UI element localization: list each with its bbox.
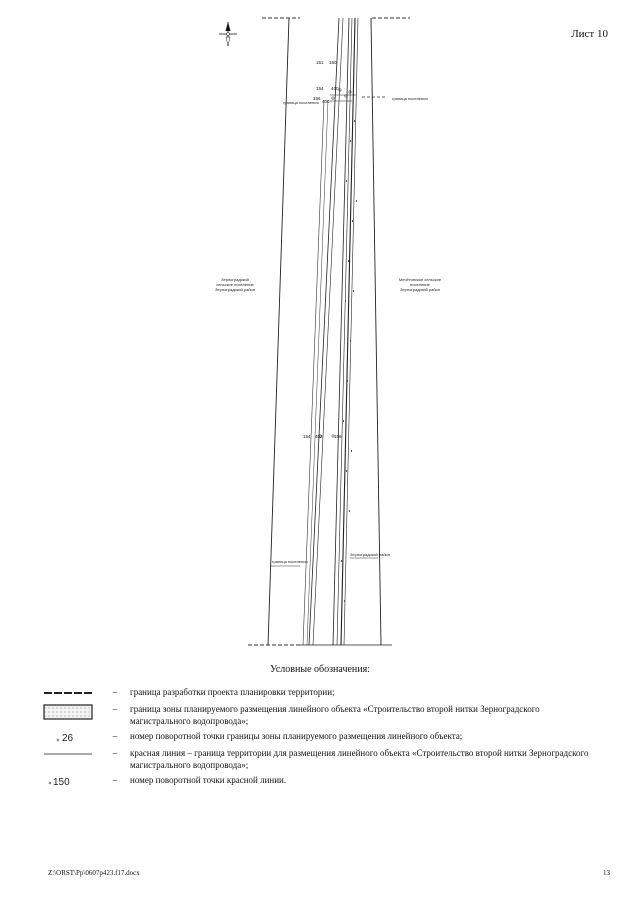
point-num: 402 (315, 434, 323, 439)
dashed-boundary-icon (40, 686, 100, 700)
legend-item: 26 – номер поворотной точки границы зоны планируемого размещения линейного объекта; (40, 730, 600, 744)
sheet-label: Лист 10 (571, 28, 608, 40)
point-num: 150 (329, 60, 337, 65)
project-boundary-left (268, 18, 289, 645)
page-number: 13 (603, 869, 610, 877)
file-path: Z:\ORST\Pp\0607p423.f17.docx (48, 869, 140, 877)
point-num: 400 (331, 86, 339, 91)
legend-title: Условные обозначения: (269, 664, 370, 675)
svg-text:Зерноградский район: Зерноградский район (215, 287, 255, 292)
svg-text:Мечётинское сельское: Мечётинское сельское (398, 277, 442, 282)
legend-item: 150 – номер поворотной точки красной линии. (40, 774, 600, 788)
point-cluster-top (313, 60, 385, 104)
svg-text:Зерноградский: Зерноградский (221, 277, 249, 282)
boundary-label: граница поселения (283, 100, 319, 105)
left-area-label (215, 277, 255, 292)
project-boundary-right (371, 18, 381, 645)
boundary-label: граница поселения (392, 96, 428, 101)
boundary-label: Зерноградский район (350, 552, 390, 557)
red-line-icon (40, 747, 100, 761)
legend-item: – красная линия – граница территории для размещения линейного объекта «Строительство второй нитки Зерноградского магистрального водопровода»; (40, 747, 600, 771)
legend-item: – граница зоны планируемого размещения линейного объекта «Строительство второй нитки Зерноградского магистрального водопровода»; (40, 703, 600, 727)
svg-text:Зерноградский район: Зерноградский район (400, 287, 440, 292)
svg-text:поселение: поселение (410, 282, 430, 287)
right-area-label (399, 277, 442, 292)
point-num: 156 (313, 96, 321, 101)
svg-text:26: 26 (62, 733, 74, 744)
point-num: 154 (316, 86, 324, 91)
legend-item: – граница разработки проекта планировки территории; (40, 686, 600, 700)
point-number-icon (40, 730, 100, 744)
point-cluster-mid (303, 434, 342, 439)
svg-text:150: 150 (53, 777, 70, 788)
svg-text:сельское поселение: сельское поселение (216, 282, 254, 287)
legend (40, 686, 600, 791)
north-arrow-icon (219, 22, 237, 46)
point-num: 151 (316, 60, 324, 65)
point-num: 156 (334, 434, 342, 439)
boundary-label: граница поселения (272, 559, 308, 564)
point-num: 154 (303, 434, 311, 439)
hatched-zone-icon (40, 703, 100, 717)
red-line-point-icon (40, 774, 100, 788)
point-num: 400 (322, 99, 330, 104)
